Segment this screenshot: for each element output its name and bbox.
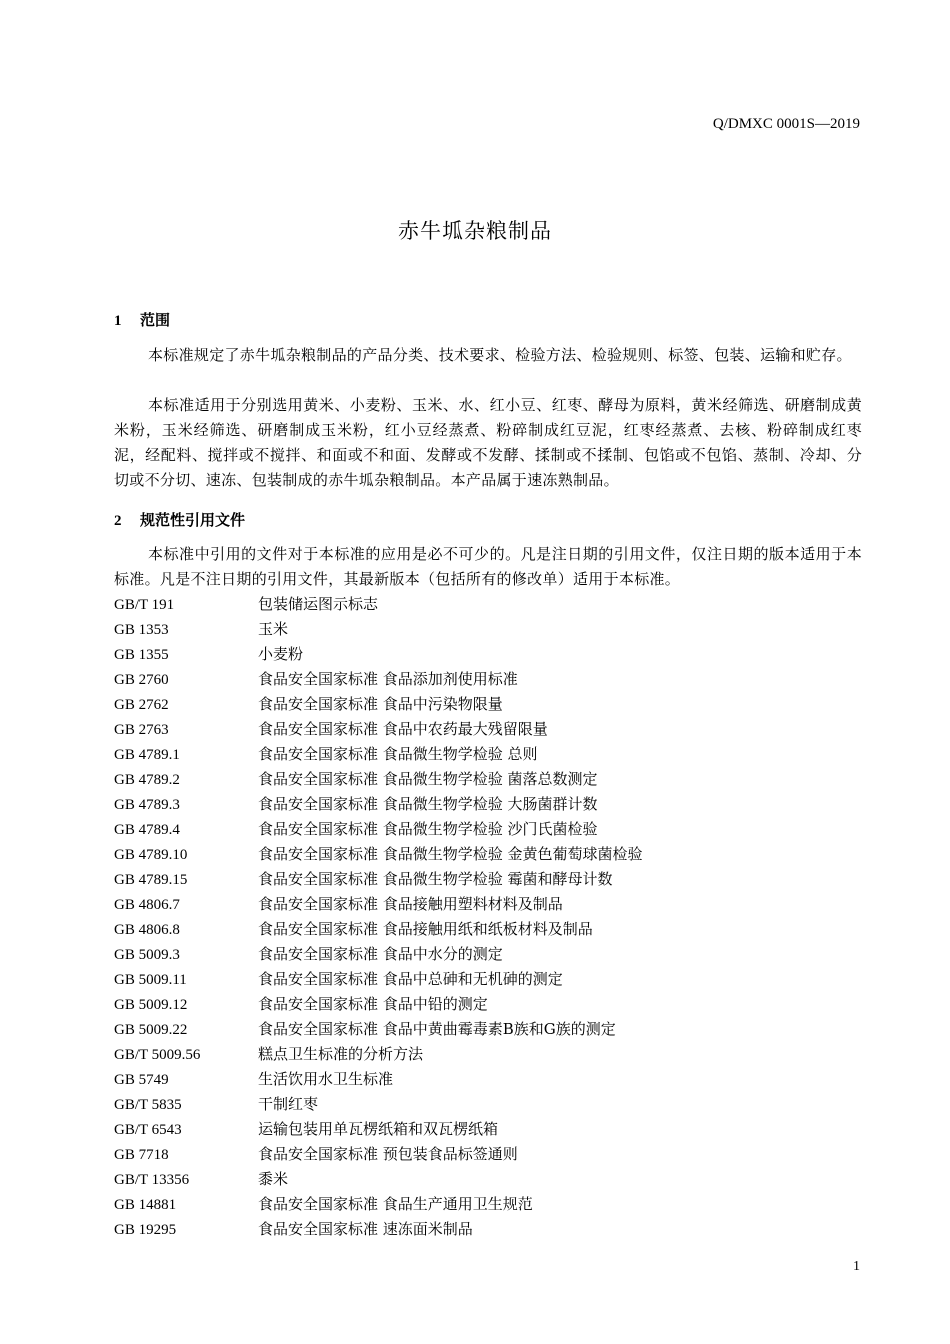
reference-title: 小麦粉 bbox=[258, 645, 304, 663]
section-title: 规范性引用文件 bbox=[140, 511, 246, 529]
reference-row bbox=[114, 1192, 862, 1217]
reference-row bbox=[114, 1092, 862, 1117]
reference-code: GB 2762 bbox=[114, 697, 169, 713]
reference-row bbox=[114, 1017, 862, 1042]
reference-row bbox=[114, 867, 862, 892]
reference-code: GB 4806.7 bbox=[114, 897, 180, 913]
reference-code: GB/T 5835 bbox=[114, 1097, 182, 1113]
page-number: 1 bbox=[853, 1259, 860, 1274]
reference-code: GB 1355 bbox=[114, 647, 169, 663]
scope-paragraph-2: 本标准适用于分别选用黄米、小麦粉、玉米、水、红小豆、红枣、酵母为原料，黄米经筛选、研磨制成黄米粉，玉米经筛选、研磨制成玉米粉，红小豆经蒸煮、粉碎制成红豆泥，红枣经蒸煮、去核、粉碎制成红枣泥，经配料、搅拌或不搅拌、和面或不和面、发酵或不发酵、揉制或不揉制、包馅或不包馅、蒸制、冷却、分切或不分切、速冻、包装制成的赤牛坬杂粮制品。本产品属于速冻熟制品。 bbox=[114, 396, 862, 489]
reference-code: GB 5009.22 bbox=[114, 1022, 188, 1038]
reference-row bbox=[114, 667, 862, 692]
reference-code: GB 5749 bbox=[114, 1072, 169, 1088]
reference-code: GB 4789.2 bbox=[114, 772, 180, 788]
reference-code: GB 5009.11 bbox=[114, 972, 187, 988]
reference-code: GB 4789.1 bbox=[114, 747, 180, 763]
reference-code: GB 4789.10 bbox=[114, 847, 188, 863]
reference-title: 食品安全国家标准 食品中黄曲霉毒素B族和G族的测定 bbox=[258, 1020, 616, 1038]
reference-title: 运输包装用单瓦楞纸箱和双瓦楞纸箱 bbox=[258, 1120, 499, 1138]
reference-row bbox=[114, 1117, 862, 1142]
reference-list bbox=[114, 592, 862, 1242]
reference-title: 食品安全国家标准 食品中水分的测定 bbox=[258, 945, 503, 963]
reference-row bbox=[114, 1042, 862, 1067]
reference-row bbox=[114, 942, 862, 967]
reference-code: GB 1353 bbox=[114, 622, 169, 638]
reference-title: 食品安全国家标准 食品中农药最大残留限量 bbox=[258, 720, 548, 738]
reference-title: 食品安全国家标准 食品微生物学检验 菌落总数测定 bbox=[258, 770, 598, 788]
reference-row bbox=[114, 642, 862, 667]
reference-row bbox=[114, 717, 862, 742]
reference-code: GB 4806.8 bbox=[114, 922, 180, 938]
reference-code: GB 2763 bbox=[114, 722, 169, 738]
reference-title: 食品安全国家标准 预包装食品标签通则 bbox=[258, 1145, 518, 1163]
section-heading-scope bbox=[114, 309, 170, 330]
reference-title: 食品安全国家标准 食品接触用纸和纸板材料及制品 bbox=[258, 920, 593, 938]
reference-row bbox=[114, 1167, 862, 1192]
reference-title: 糕点卫生标准的分析方法 bbox=[258, 1045, 424, 1063]
reference-row bbox=[114, 842, 862, 867]
reference-row bbox=[114, 1067, 862, 1092]
reference-title: 包装储运图示标志 bbox=[258, 595, 379, 613]
reference-code: GB 4789.4 bbox=[114, 822, 180, 838]
scope-paragraph-1: 本标准规定了赤牛坬杂粮制品的产品分类、技术要求、检验方法、检验规则、标签、包装、运输和贮存。 bbox=[148, 346, 852, 364]
reference-title: 食品安全国家标准 食品接触用塑料材料及制品 bbox=[258, 895, 563, 913]
reference-title: 食品安全国家标准 食品中铅的测定 bbox=[258, 995, 488, 1013]
section-number: 2 bbox=[114, 513, 122, 529]
reference-title: 食品安全国家标准 食品添加剂使用标准 bbox=[258, 670, 518, 688]
reference-code: GB 7718 bbox=[114, 1147, 169, 1163]
references-intro-paragraph: 本标准中引用的文件对于本标准的应用是必不可少的。凡是注日期的引用文件，仅注日期的版本适用于本标准。凡是不注日期的引用文件，其最新版本（包括所有的修改单）适用于本标准。 bbox=[114, 545, 862, 588]
reference-row bbox=[114, 1217, 862, 1242]
reference-code: GB 4789.15 bbox=[114, 872, 188, 888]
reference-code: GB/T 191 bbox=[114, 597, 175, 613]
reference-title: 食品安全国家标准 速冻面米制品 bbox=[258, 1220, 473, 1238]
reference-title: 食品安全国家标准 食品微生物学检验 金黄色葡萄球菌检验 bbox=[258, 845, 643, 863]
reference-code: GB/T 6543 bbox=[114, 1122, 182, 1138]
reference-title: 食品安全国家标准 食品中总砷和无机砷的测定 bbox=[258, 970, 563, 988]
reference-row bbox=[114, 967, 862, 992]
reference-code: GB 14881 bbox=[114, 1197, 177, 1213]
reference-row bbox=[114, 992, 862, 1017]
reference-row bbox=[114, 692, 862, 717]
reference-row bbox=[114, 767, 862, 792]
reference-code: GB 2760 bbox=[114, 672, 169, 688]
reference-code: GB 19295 bbox=[114, 1222, 177, 1238]
reference-row bbox=[114, 617, 862, 642]
reference-title: 食品安全国家标准 食品生产通用卫生规范 bbox=[258, 1195, 533, 1213]
reference-code: GB 5009.12 bbox=[114, 997, 188, 1013]
reference-row bbox=[114, 817, 862, 842]
reference-title: 玉米 bbox=[258, 620, 289, 638]
reference-code: GB/T 5009.56 bbox=[114, 1047, 201, 1063]
reference-row bbox=[114, 1142, 862, 1167]
section-heading-normative-references bbox=[114, 509, 245, 530]
section-title: 范围 bbox=[140, 311, 171, 329]
reference-code: GB 5009.3 bbox=[114, 947, 180, 963]
reference-title: 干制红枣 bbox=[258, 1095, 319, 1113]
reference-code: GB 4789.3 bbox=[114, 797, 180, 813]
reference-title: 食品安全国家标准 食品中污染物限量 bbox=[258, 695, 503, 713]
reference-code: GB/T 13356 bbox=[114, 1172, 190, 1188]
reference-row bbox=[114, 792, 862, 817]
reference-row bbox=[114, 592, 862, 617]
reference-title: 食品安全国家标准 食品微生物学检验 霉菌和酵母计数 bbox=[258, 870, 613, 888]
reference-title: 食品安全国家标准 食品微生物学检验 大肠菌群计数 bbox=[258, 795, 598, 813]
reference-title: 黍米 bbox=[258, 1170, 289, 1188]
section-number: 1 bbox=[114, 313, 122, 329]
standard-code: Q/DMXC 0001S—2019 bbox=[712, 116, 860, 132]
reference-title: 食品安全国家标准 食品微生物学检验 沙门氏菌检验 bbox=[258, 820, 598, 838]
reference-row bbox=[114, 917, 862, 942]
reference-title: 食品安全国家标准 食品微生物学检验 总则 bbox=[258, 745, 538, 763]
document-title: 赤牛坬杂粮制品 bbox=[398, 219, 552, 243]
reference-title: 生活饮用水卫生标准 bbox=[258, 1070, 394, 1088]
reference-row bbox=[114, 892, 862, 917]
reference-row bbox=[114, 742, 862, 767]
